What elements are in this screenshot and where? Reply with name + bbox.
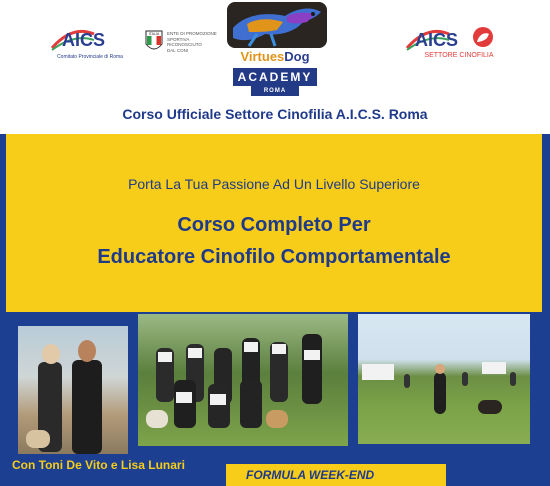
tagline: Porta La Tua Passione Ad Un Livello Superiore xyxy=(128,176,420,192)
yellow-panel xyxy=(6,134,542,312)
instructor-man-head xyxy=(78,340,96,362)
page-title: Corso Ufficiale Settore Cinofilia A.I.C.S. Roma xyxy=(122,106,428,122)
certificate xyxy=(188,348,202,358)
instructor-woman-head xyxy=(42,344,60,364)
background-person xyxy=(404,374,410,388)
roma-label: ROMA xyxy=(251,86,299,96)
brand-part-virtues: Virtues xyxy=(240,49,285,64)
dog-figure xyxy=(478,400,502,414)
group-person-front xyxy=(240,380,262,428)
virtues-dog-brand xyxy=(215,49,335,64)
certificate xyxy=(272,344,286,354)
coni-text-line: SPORTIVA xyxy=(167,36,190,42)
group-person-front xyxy=(174,380,196,428)
header xyxy=(0,0,550,130)
certificate xyxy=(210,394,226,405)
certificate xyxy=(304,350,320,360)
aics-logo-mark xyxy=(50,24,130,52)
academy-label: ACADEMY xyxy=(233,68,317,86)
italia-shield-icon xyxy=(145,30,163,54)
coni-text-line: DAL CONI xyxy=(167,47,189,53)
aics-left-subtitle: Comitato Provinciale di Roma xyxy=(57,54,123,60)
instructors-photo xyxy=(16,324,130,456)
course-title-line-1: Corso Completo Per xyxy=(177,214,371,236)
certificate xyxy=(244,342,258,352)
group-person-front xyxy=(208,384,230,428)
coni-text xyxy=(167,31,217,53)
formula-badge: FORMULA WEEK-END xyxy=(226,464,446,486)
certificate xyxy=(158,352,172,362)
gazebo-tent xyxy=(362,364,394,380)
aics-roma-logo xyxy=(50,24,130,64)
dog-figure xyxy=(146,410,168,428)
group-certificates-photo xyxy=(136,312,350,448)
trainer-figure xyxy=(434,372,446,414)
coni-text-line: RICONOSCIUTO xyxy=(167,42,202,47)
aics-cinofilia-logo xyxy=(405,24,495,64)
dog-figure xyxy=(26,430,50,448)
background-person xyxy=(462,372,468,386)
gazebo-tent xyxy=(482,362,506,374)
aics-right-subtitle: SETTORE CINOFILIA xyxy=(424,52,494,59)
brand-part-dog: Dog xyxy=(284,49,310,64)
certificate xyxy=(176,392,192,403)
coni-logo xyxy=(145,28,215,58)
running-dog-icon xyxy=(227,2,327,48)
training-field-photo xyxy=(356,312,532,446)
aics-left-mark-text: AICS xyxy=(62,30,106,50)
aics-right-mark-text: AICS xyxy=(415,30,459,50)
coni-text-line: ENTE DI PROMOZIONE xyxy=(167,31,217,36)
italia-badge-text: ITALIA xyxy=(148,32,160,36)
aics-right-logo-mark xyxy=(405,24,495,52)
hosts-label: Con Toni De Vito e Lisa Lunari xyxy=(12,458,185,472)
background-person xyxy=(510,372,516,386)
group-person xyxy=(302,334,322,404)
course-title-line-2: Educatore Cinofilo Comportamentale xyxy=(97,246,451,268)
virtues-dog-academy-logo xyxy=(215,2,335,98)
instructor-man xyxy=(72,360,102,454)
trainer-head xyxy=(435,364,445,374)
dog-figure xyxy=(266,410,288,428)
